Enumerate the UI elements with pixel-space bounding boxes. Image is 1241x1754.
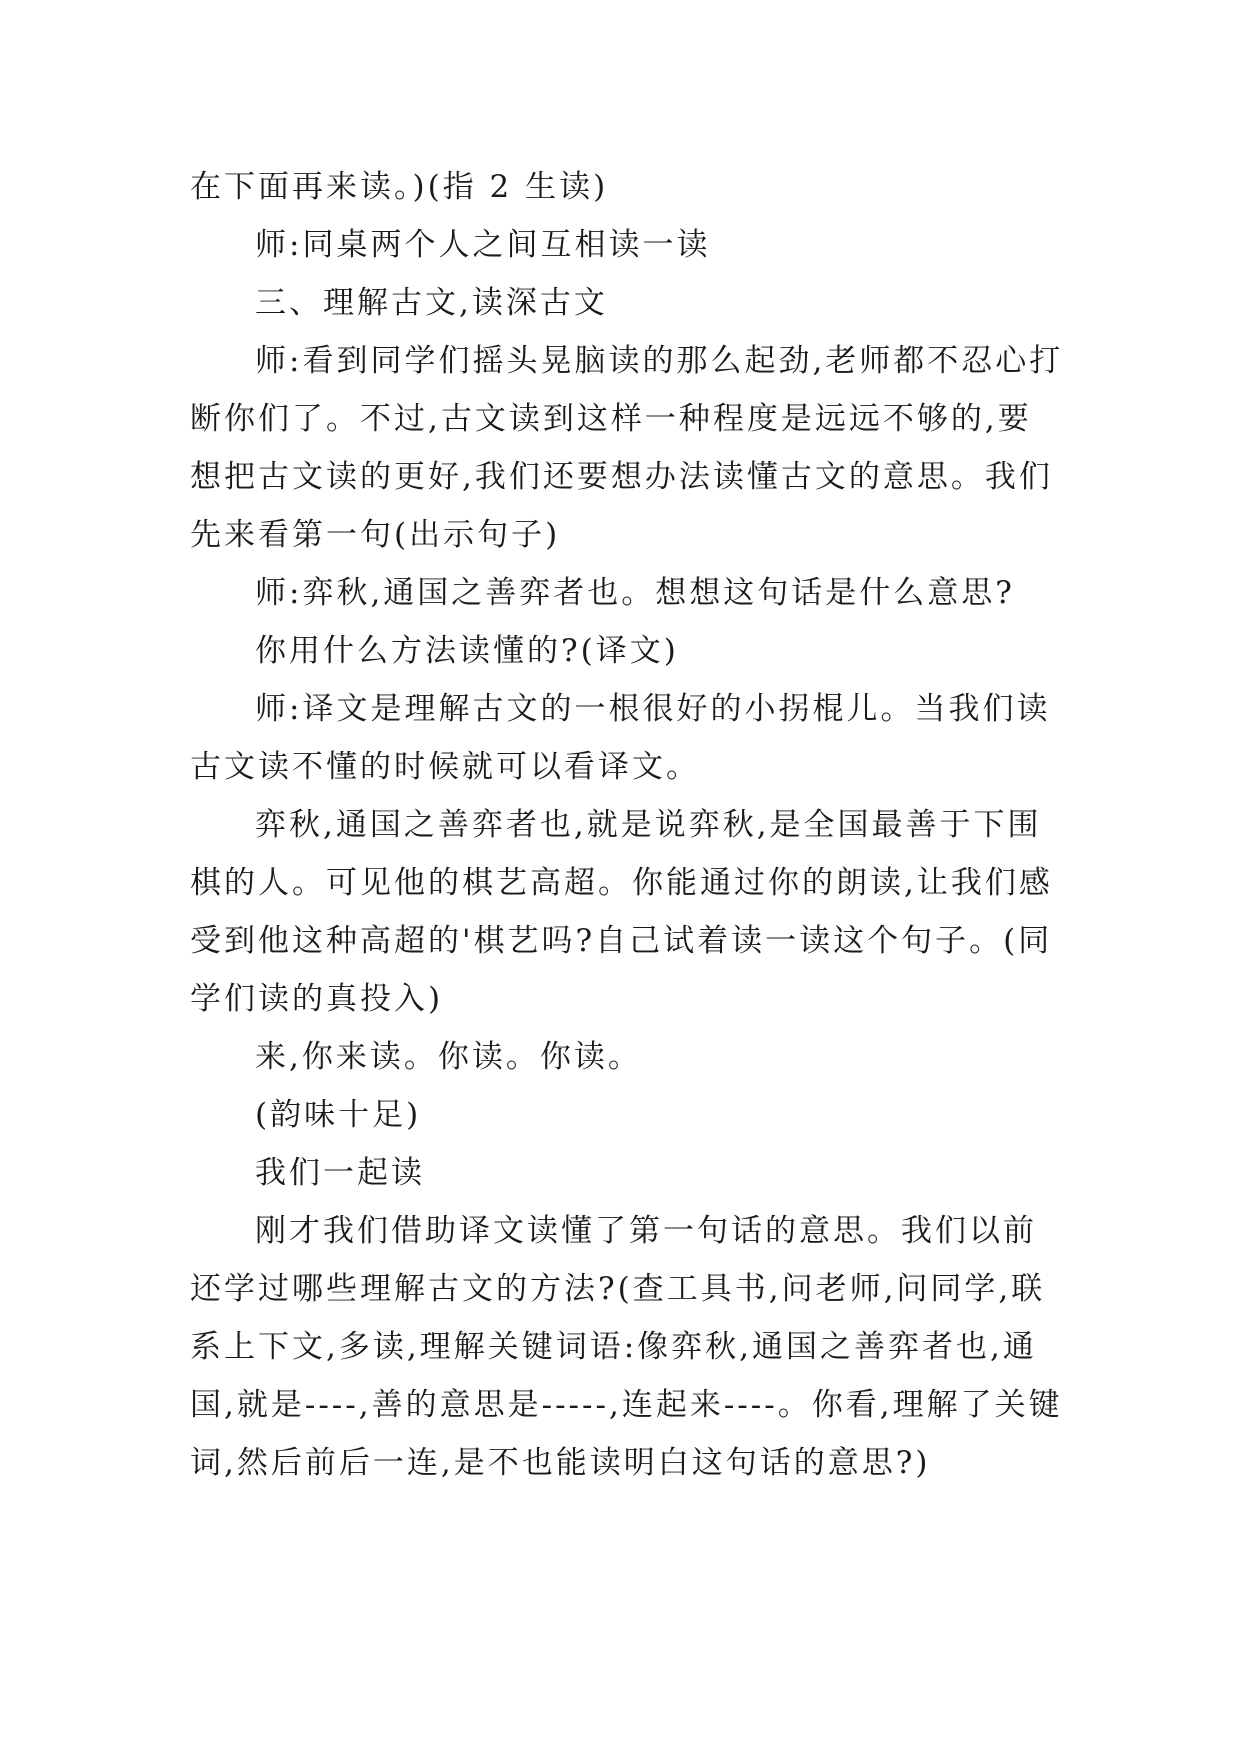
document-body <box>190 158 1065 1492</box>
paragraph: 在下面再来读。)(指 2 生读) <box>190 169 609 205</box>
paragraph: 来,你来读。你读。你读。 <box>255 1039 642 1075</box>
paragraph: 师:译文是理解古文的一根很好的小拐棍儿。当我们读古文读不懂的时候就可以看译文。 <box>190 691 1051 785</box>
paragraph: 刚才我们借助译文读懂了第一句话的意思。我们以前还学过哪些理解古文的方法?(查工具书,问老师,问同学,联系上下文,多读,理解关键词语:像弈秋,通国之善弈者也,通国,就是----,善的意思是-----,连起来----。你看,理解了关键词,然后前后一连,是不也能读明白这句话的意思?) <box>190 1213 1063 1481</box>
paragraph: 你用什么方法读懂的?(译文) <box>255 633 679 669</box>
paragraph: 我们一起读 <box>255 1155 425 1191</box>
section-heading: 三、理解古文,读深古文 <box>255 285 608 321</box>
paragraph: 师:看到同学们摇头晃脑读的那么起劲,老师都不忍心打断你们了。不过,古文读到这样一种程度是远远不够的,要想把古文读的更好,我们还要想办法读懂古文的意思。我们先来看第一句(出示句子) <box>190 343 1064 553</box>
paragraph: 师:同桌两个人之间互相读一读 <box>255 227 711 263</box>
paragraph: 弈秋,通国之善弈者也,就是说弈秋,是全国最善于下围棋的人。可见他的棋艺高超。你能通过你的朗读,让我们感受到他这种高超的'棋艺吗?自己试着读一读这个句子。(同学们读的真投入) <box>190 807 1053 1017</box>
paragraph: 师:弈秋,通国之善弈者也。想想这句话是什么意思? <box>255 575 1015 611</box>
paragraph: (韵味十足) <box>255 1097 422 1133</box>
